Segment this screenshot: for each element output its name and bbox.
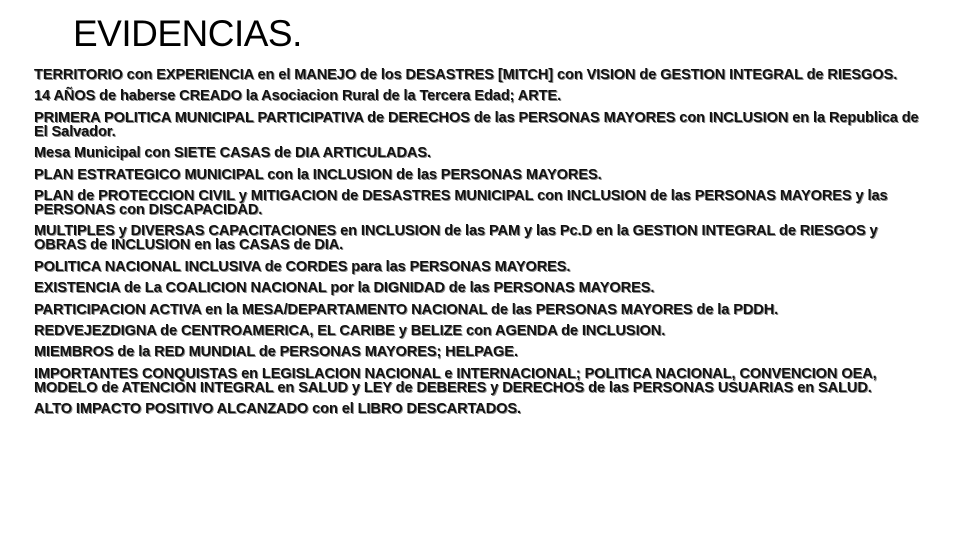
evidence-item: PARTICIPACION ACTIVA en la MESA/DEPARTAMENTO NACIONAL de las PERSONAS MAYORES de la PDDH. — [34, 301, 779, 318]
slide-title: EVIDENCIAS. — [73, 13, 302, 54]
evidence-list — [34, 68, 924, 423]
evidence-item: REDVEJEZDIGNA de CENTROAMERICA, EL CARIBE y BELIZE con AGENDA de INCLUSION. — [34, 322, 666, 339]
evidence-item: 14 AÑOS de haberse CREADO la Asociacion Rural de la Tercera Edad; ARTE. — [34, 88, 562, 105]
evidence-item: IMPORTANTES CONQUISTAS en LEGISLACION NACIONAL e INTERNACIONAL; POLITICA NACIONAL, CONVENCION OEA, MODELO de ATENCION INTEGRAL en SALUD y LEY de DEBERES y DERECHOS de las PERSONAS USUARIAS en SALUD. — [34, 365, 877, 396]
evidence-item: MULTIPLES y DIVERSAS CAPACITACIONES en INCLUSION de las PAM y las Pc.D en la GESTION INTEGRAL de RIESGOS y OBRAS de INCLUSION en las CASAS de DIA. — [34, 223, 878, 254]
evidence-item: EXISTENCIA de La COALICION NACIONAL por la DIGNIDAD de las PERSONAS MAYORES. — [34, 280, 655, 297]
evidence-item: PRIMERA POLITICA MUNICIPAL PARTICIPATIVA de DERECHOS de las PERSONAS MAYORES con INCLUSION en la Republica de El Salvador. — [34, 109, 919, 140]
evidence-item: PLAN de PROTECCION CIVIL y MITIGACION de DESASTRES MUNICIPAL con INCLUSION de las PERSONAS MAYORES y las PERSONAS con DISCAPACIDAD. — [34, 187, 888, 218]
evidence-item: ALTO IMPACTO POSITIVO ALCANZADO con el LIBRO DESCARTADOS. — [34, 401, 521, 418]
evidence-item: MIEMBROS de la RED MUNDIAL de PERSONAS MAYORES; HELPAGE. — [34, 344, 518, 361]
evidence-item: TERRITORIO con EXPERIENCIA en el MANEJO de los DESASTRES [MITCH] con VISION de GESTION INTEGRAL de RIESGOS. — [34, 67, 898, 83]
evidence-item: POLITICA NACIONAL INCLUSIVA de CORDES para las PERSONAS MAYORES. — [34, 258, 571, 275]
evidence-item: Mesa Municipal con SIETE CASAS de DIA ARTICULADAS. — [34, 145, 431, 162]
evidence-item: PLAN ESTRATEGICO MUNICIPAL con la INCLUSION de las PERSONAS MAYORES. — [34, 166, 602, 183]
